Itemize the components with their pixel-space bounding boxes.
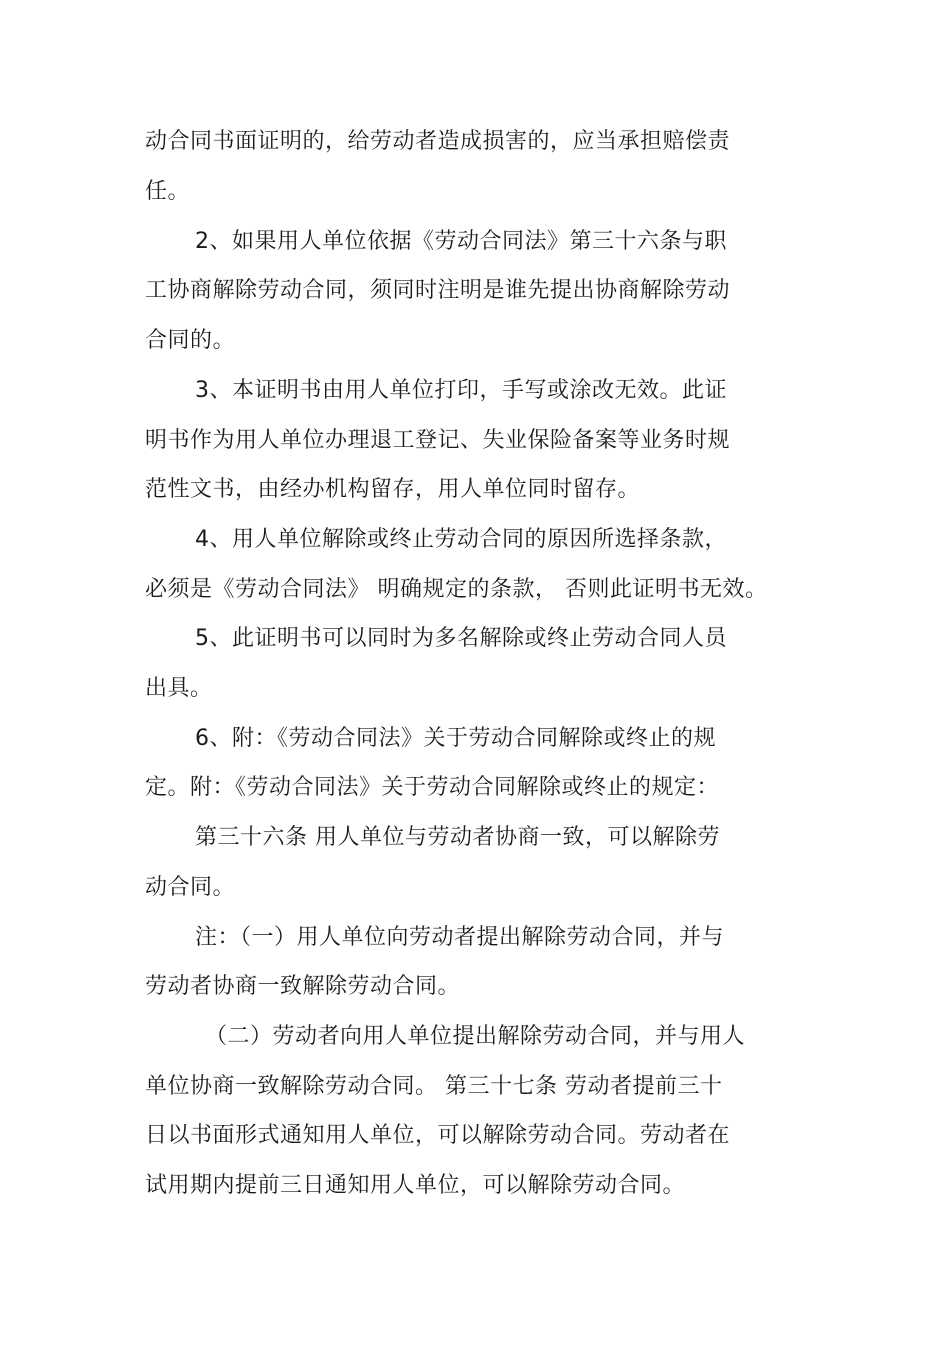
text-line: 3、本证明书由用人单位打印，手写或涂改无效。此证 — [195, 378, 727, 403]
text-line: 第三十六条 用人单位与劳动者协商一致，可以解除劳 — [195, 825, 720, 850]
text-line: 6、附：《劳动合同法》关于劳动合同解除或终止的规 — [195, 726, 716, 751]
text-line: 范性文书，由经办机构留存，用人单位同时留存。 — [145, 477, 641, 502]
text-line: 必须是《劳动合同法》 明确规定的条款， 否则此证明书无效。 — [145, 577, 768, 602]
text-line: 单位协商一致解除劳动合同。 第三十七条 劳动者提前三十 — [145, 1074, 723, 1099]
text-line: 出具。 — [145, 676, 213, 701]
text-line: 5、此证明书可以同时为多名解除或终止劳动合同人员 — [195, 626, 727, 651]
text-line: 动合同。 — [145, 875, 236, 900]
text-line: 合同的。 — [145, 328, 236, 353]
text-line: 动合同书面证明的，给劳动者造成损害的，应当承担赔偿责 — [145, 129, 731, 154]
text-line: 试用期内提前三日通知用人单位，可以解除劳动合同。 — [145, 1173, 686, 1198]
text-line: 任。 — [145, 179, 191, 204]
text-line: 明书作为用人单位办理退工登记、失业保险备案等业务时规 — [145, 428, 731, 453]
text-line: 4、用人单位解除或终止劳动合同的原因所选择条款， — [195, 527, 727, 552]
text-line: 注：（一）用人单位向劳动者提出解除劳动合同，并与 — [195, 925, 725, 950]
text-line: 工协商解除劳动合同，须同时注明是谁先提出协商解除劳动 — [145, 278, 731, 303]
text-line: 日以书面形式通知用人单位，可以解除劳动合同。劳动者在 — [145, 1123, 731, 1148]
text-line: 定。附：《劳动合同法》关于劳动合同解除或终止的规定： — [145, 775, 720, 800]
text-line: 2、如果用人单位依据《劳动合同法》第三十六条与职 — [195, 229, 727, 254]
text-line: （二）劳动者向用人单位提出解除劳动合同，并与用人 — [205, 1024, 746, 1049]
text-line: 劳动者协商一致解除劳动合同。 — [145, 974, 461, 999]
